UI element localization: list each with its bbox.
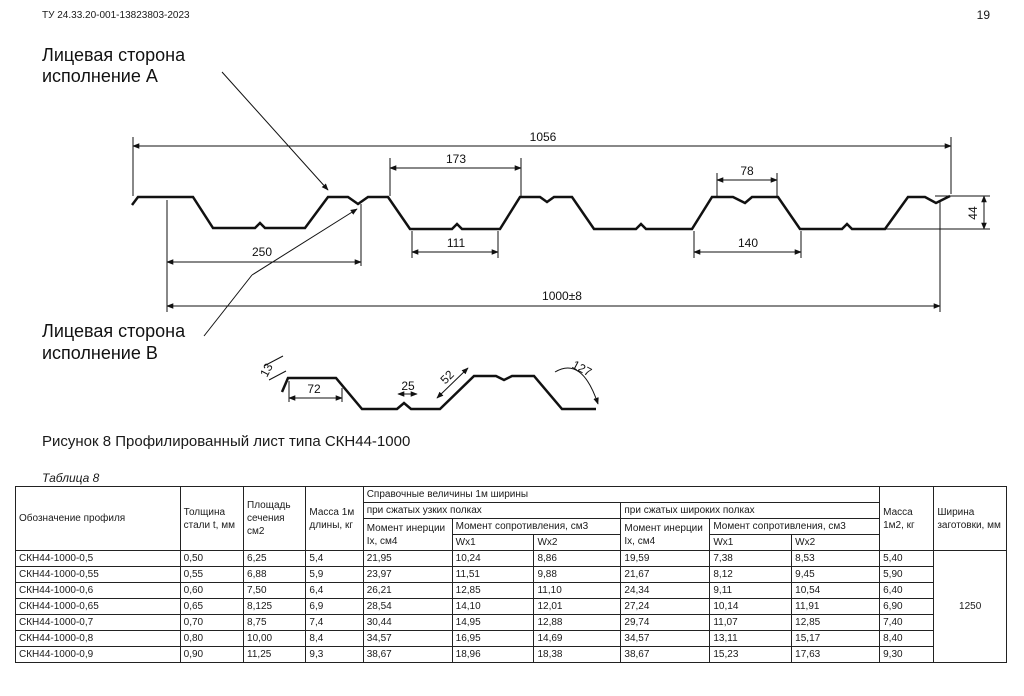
table-row [16, 631, 1007, 647]
table-cell: 28,54 [363, 599, 452, 615]
table-cell: СКН44-1000-0,9 [16, 647, 181, 663]
table-cell: 5,9 [306, 567, 363, 583]
header-profile: Обозначение профиля [16, 487, 181, 551]
table-row [16, 599, 1007, 615]
table-caption: Таблица 8 [42, 471, 100, 485]
table-cell: 12,88 [534, 615, 621, 631]
dim-111: 111 [446, 236, 466, 250]
table-cell: 0,65 [180, 599, 243, 615]
detail-profile-line [282, 376, 596, 409]
table-cell: 11,25 [244, 647, 306, 663]
detail-dim-angle: 127 [569, 357, 595, 380]
table-row [16, 615, 1007, 631]
table-cell: 6,40 [880, 583, 934, 599]
profile-line [132, 196, 950, 229]
table-cell: 8,75 [244, 615, 306, 631]
table-cell: 10,00 [244, 631, 306, 647]
table-cell: 9,11 [710, 583, 792, 599]
table-cell: 0,55 [180, 567, 243, 583]
table-cell: 9,88 [534, 567, 621, 583]
table-cell: 8,53 [792, 551, 880, 567]
detail-dim-25: 25 [401, 379, 415, 393]
table-cell: 8,4 [306, 631, 363, 647]
detail-dim-72: 72 [307, 382, 321, 396]
table-cell: 6,25 [244, 551, 306, 567]
table-cell: 9,45 [792, 567, 880, 583]
header-mass-m2: Масса 1м2, кг [880, 487, 934, 551]
dim-250: 250 [251, 245, 273, 259]
detail-dim-13: 13 [257, 360, 276, 380]
table-row [16, 551, 1007, 567]
table-cell: 8,86 [534, 551, 621, 567]
header-wx1-narrow: Wx1 [452, 535, 534, 551]
table-cell: 24,34 [621, 583, 710, 599]
table-cell: 30,44 [363, 615, 452, 631]
table-cell: СКН44-1000-0,5 [16, 551, 181, 567]
table-cell: 15,17 [792, 631, 880, 647]
table-cell: 8,12 [710, 567, 792, 583]
table-cell: 16,95 [452, 631, 534, 647]
table-cell: 18,96 [452, 647, 534, 663]
table-cell: 8,40 [880, 631, 934, 647]
header-wx2-wide: Wx2 [792, 535, 880, 551]
spec-table [15, 486, 1007, 663]
table-cell: 13,11 [710, 631, 792, 647]
table-cell: 7,4 [306, 615, 363, 631]
table-cell: 12,85 [792, 615, 880, 631]
table-cell: 6,9 [306, 599, 363, 615]
table-cell: 21,95 [363, 551, 452, 567]
table-cell: 6,4 [306, 583, 363, 599]
table-cell: 27,24 [621, 599, 710, 615]
header-ref-values: Справочные величины 1м ширины [363, 487, 879, 503]
table-cell: 8,125 [244, 599, 306, 615]
table-cell: 14,10 [452, 599, 534, 615]
header-wide: при сжатых широких полках [621, 503, 880, 519]
table-cell: 11,10 [534, 583, 621, 599]
table-cell: 6,88 [244, 567, 306, 583]
table-cell: 7,38 [710, 551, 792, 567]
label-face-side-a-line2: исполнение А [42, 66, 158, 86]
table-row [16, 567, 1007, 583]
dim-44: 44 [966, 206, 980, 220]
header-inertia-wide: Момент инерции Ix, см4 [621, 519, 710, 551]
header-resistance-wide: Момент сопротивления, см3 [710, 519, 880, 535]
table-cell: СКН44-1000-0,65 [16, 599, 181, 615]
table-cell: 7,40 [880, 615, 934, 631]
table-cell: 21,67 [621, 567, 710, 583]
table-cell: 17,63 [792, 647, 880, 663]
table-cell: СКН44-1000-0,7 [16, 615, 181, 631]
header-thickness: Толщина стали t, мм [180, 487, 243, 551]
table-cell: 10,24 [452, 551, 534, 567]
table-cell: 23,97 [363, 567, 452, 583]
header-resistance-narrow: Момент сопротивления, см3 [452, 519, 621, 535]
table-cell: 9,3 [306, 647, 363, 663]
figure-caption: Рисунок 8 Профилированный лист типа СКН44-1000 [42, 433, 411, 450]
table-cell: 0,50 [180, 551, 243, 567]
table-cell: 0,60 [180, 583, 243, 599]
header-wx1-wide: Wx1 [710, 535, 792, 551]
table-cell: 34,57 [363, 631, 452, 647]
table-cell: 18,38 [534, 647, 621, 663]
table-cell: 12,01 [534, 599, 621, 615]
table-row [16, 583, 1007, 599]
table-cell: 11,51 [452, 567, 534, 583]
table-cell: 6,90 [880, 599, 934, 615]
table-cell: 12,85 [452, 583, 534, 599]
table-cell: 0,90 [180, 647, 243, 663]
table-cell: 10,54 [792, 583, 880, 599]
blank-width-cell: 1250 [934, 551, 1007, 663]
header-mass-1m: Масса 1м длины, кг [306, 487, 363, 551]
table-cell: 11,07 [710, 615, 792, 631]
label-face-side-b-line1: Лицевая сторона [42, 321, 186, 341]
table-cell: 11,91 [792, 599, 880, 615]
dim-1000: 1000±8 [542, 289, 582, 303]
header-blank-width: Ширина заготовки, мм [934, 487, 1007, 551]
table-cell: СКН44-1000-0,8 [16, 631, 181, 647]
table-cell: 0,80 [180, 631, 243, 647]
page-number: 19 [976, 8, 990, 22]
table-cell: СКН44-1000-0,6 [16, 583, 181, 599]
table-cell: 5,90 [880, 567, 934, 583]
label-face-side-b-line2: исполнение В [42, 343, 158, 363]
table-cell: 14,69 [534, 631, 621, 647]
dim-140: 140 [737, 236, 759, 250]
header-inertia-narrow: Момент инерции Ix, см4 [363, 519, 452, 551]
header-wx2-narrow: Wx2 [534, 535, 621, 551]
table-cell: 7,50 [244, 583, 306, 599]
table-cell: 0,70 [180, 615, 243, 631]
header-area: Площадь сечения см2 [244, 487, 306, 551]
table-cell: 15,23 [710, 647, 792, 663]
table-cell: 26,21 [363, 583, 452, 599]
dim-78: 78 [740, 164, 754, 178]
table-cell: 19,59 [621, 551, 710, 567]
header-narrow: при сжатых узких полках [363, 503, 621, 519]
table-cell: 5,4 [306, 551, 363, 567]
table-cell: СКН44-1000-0,55 [16, 567, 181, 583]
table-cell: 9,30 [880, 647, 934, 663]
table-cell: 5,40 [880, 551, 934, 567]
table-cell: 38,67 [363, 647, 452, 663]
table-cell: 14,95 [452, 615, 534, 631]
table-cell: 34,57 [621, 631, 710, 647]
detail-dim-52: 52 [437, 367, 457, 387]
dim-173: 173 [445, 152, 467, 166]
table-cell: 29,74 [621, 615, 710, 631]
table-cell: 38,67 [621, 647, 710, 663]
dim-1056: 1056 [529, 130, 557, 144]
label-face-side-a-line1: Лицевая сторона [42, 45, 186, 65]
table-row [16, 647, 1007, 663]
table-cell: 10,14 [710, 599, 792, 615]
document-code: ТУ 24.33.20-001-13823803-2023 [42, 10, 190, 21]
